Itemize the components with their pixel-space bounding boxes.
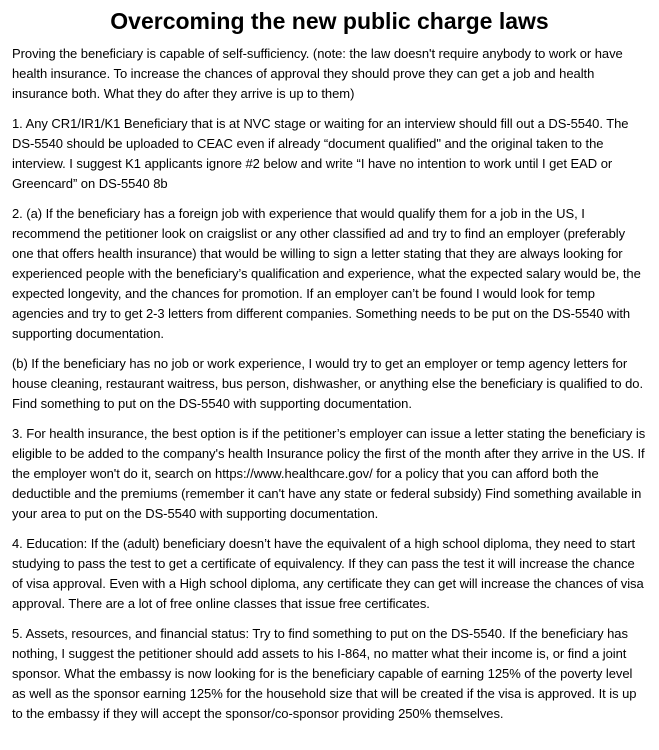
paragraph-item-2b: (b) If the beneficiary has no job or work experience, I would try to get an employer or temp agency letters for house cleaning, restaurant waitress, bus person, dishwasher, or anything else the beneficiary is qualified to do. Find something to put on the DS-5540 with supporting documentation. bbox=[12, 356, 644, 411]
paragraph-item-3: 3. For health insurance, the best option is if the petitioner’s employer can issue a letter stating the beneficiary is eligible to be added to the company's health Insurance policy the first of the month after they arrive in the US. If the employer won't do it, search on https://www.healthcare.gov/ for a policy that you can afford both the deductible and the premiums (remember it can't have any state or federal subsidy) Find something available in your area to put on the DS-5540 with supporting documentation. bbox=[12, 426, 646, 521]
paragraph-item-5: 5. Assets, resources, and financial status: Try to find something to put on the DS-5540. If the beneficiary has nothing, I suggest the petitioner should add assets to his I-864, no matter what their income is, or find a joint sponsor. What the embassy is now looking for is the beneficiary capable of earning 125% of the poverty level as well as the sponsor earning 125% for the household size that will be created if the visa is approved. It is up to the embassy if they will accept the sponsor/co-sponsor providing 250% themselves. bbox=[12, 626, 637, 721]
document-title: Overcoming the new public charge laws bbox=[110, 8, 549, 34]
paragraph-intro: Proving the beneficiary is capable of self-sufficiency. (note: the law doesn't require anybody to work or have health insurance. To increase the chances of approval they should prove they can get a job and health insurance both. What they do after they arrive is up to them) bbox=[12, 46, 623, 101]
paragraph-item-2a: 2. (a) If the beneficiary has a foreign job with experience that would qualify them for a job in the US, I recommend the petitioner look on craigslist or any other classified ad and try to find an employer (preferably one that offers health insurance) that would be willing to sign a letter stating that they are always looking for experienced people with the beneficiary’s qualification and experience, what the expected salary would be, the expected longevity, and the chances for promotion. If an employer can’t be found I would look for temp agencies and try to get 2-3 letters from different companies. Something needs to be put on the DS-5540 with supporting documentation. bbox=[12, 206, 641, 341]
paragraph-item-1: 1. Any CR1/IR1/K1 Beneficiary that is at NVC stage or waiting for an interview should fill out a DS-5540. The DS-5540 should be uploaded to CEAC even if already “document qualified" and the original taken to the interview. I suggest K1 applicants ignore #2 below and write “I have no intention to work until I get EAD or Greencard” on DS-5540 8b bbox=[12, 116, 629, 191]
paragraph-item-4: 4. Education: If the (adult) beneficiary doesn’t have the equivalent of a high school diploma, they need to start studying to pass the test to get a certificate of equivalency. If they can pass the test it will increase the chance of visa approval. Even with a High school diploma, any certificate they can get will increase the chances of visa approval. There are a lot of free online classes that issue free certificates. bbox=[12, 536, 644, 611]
